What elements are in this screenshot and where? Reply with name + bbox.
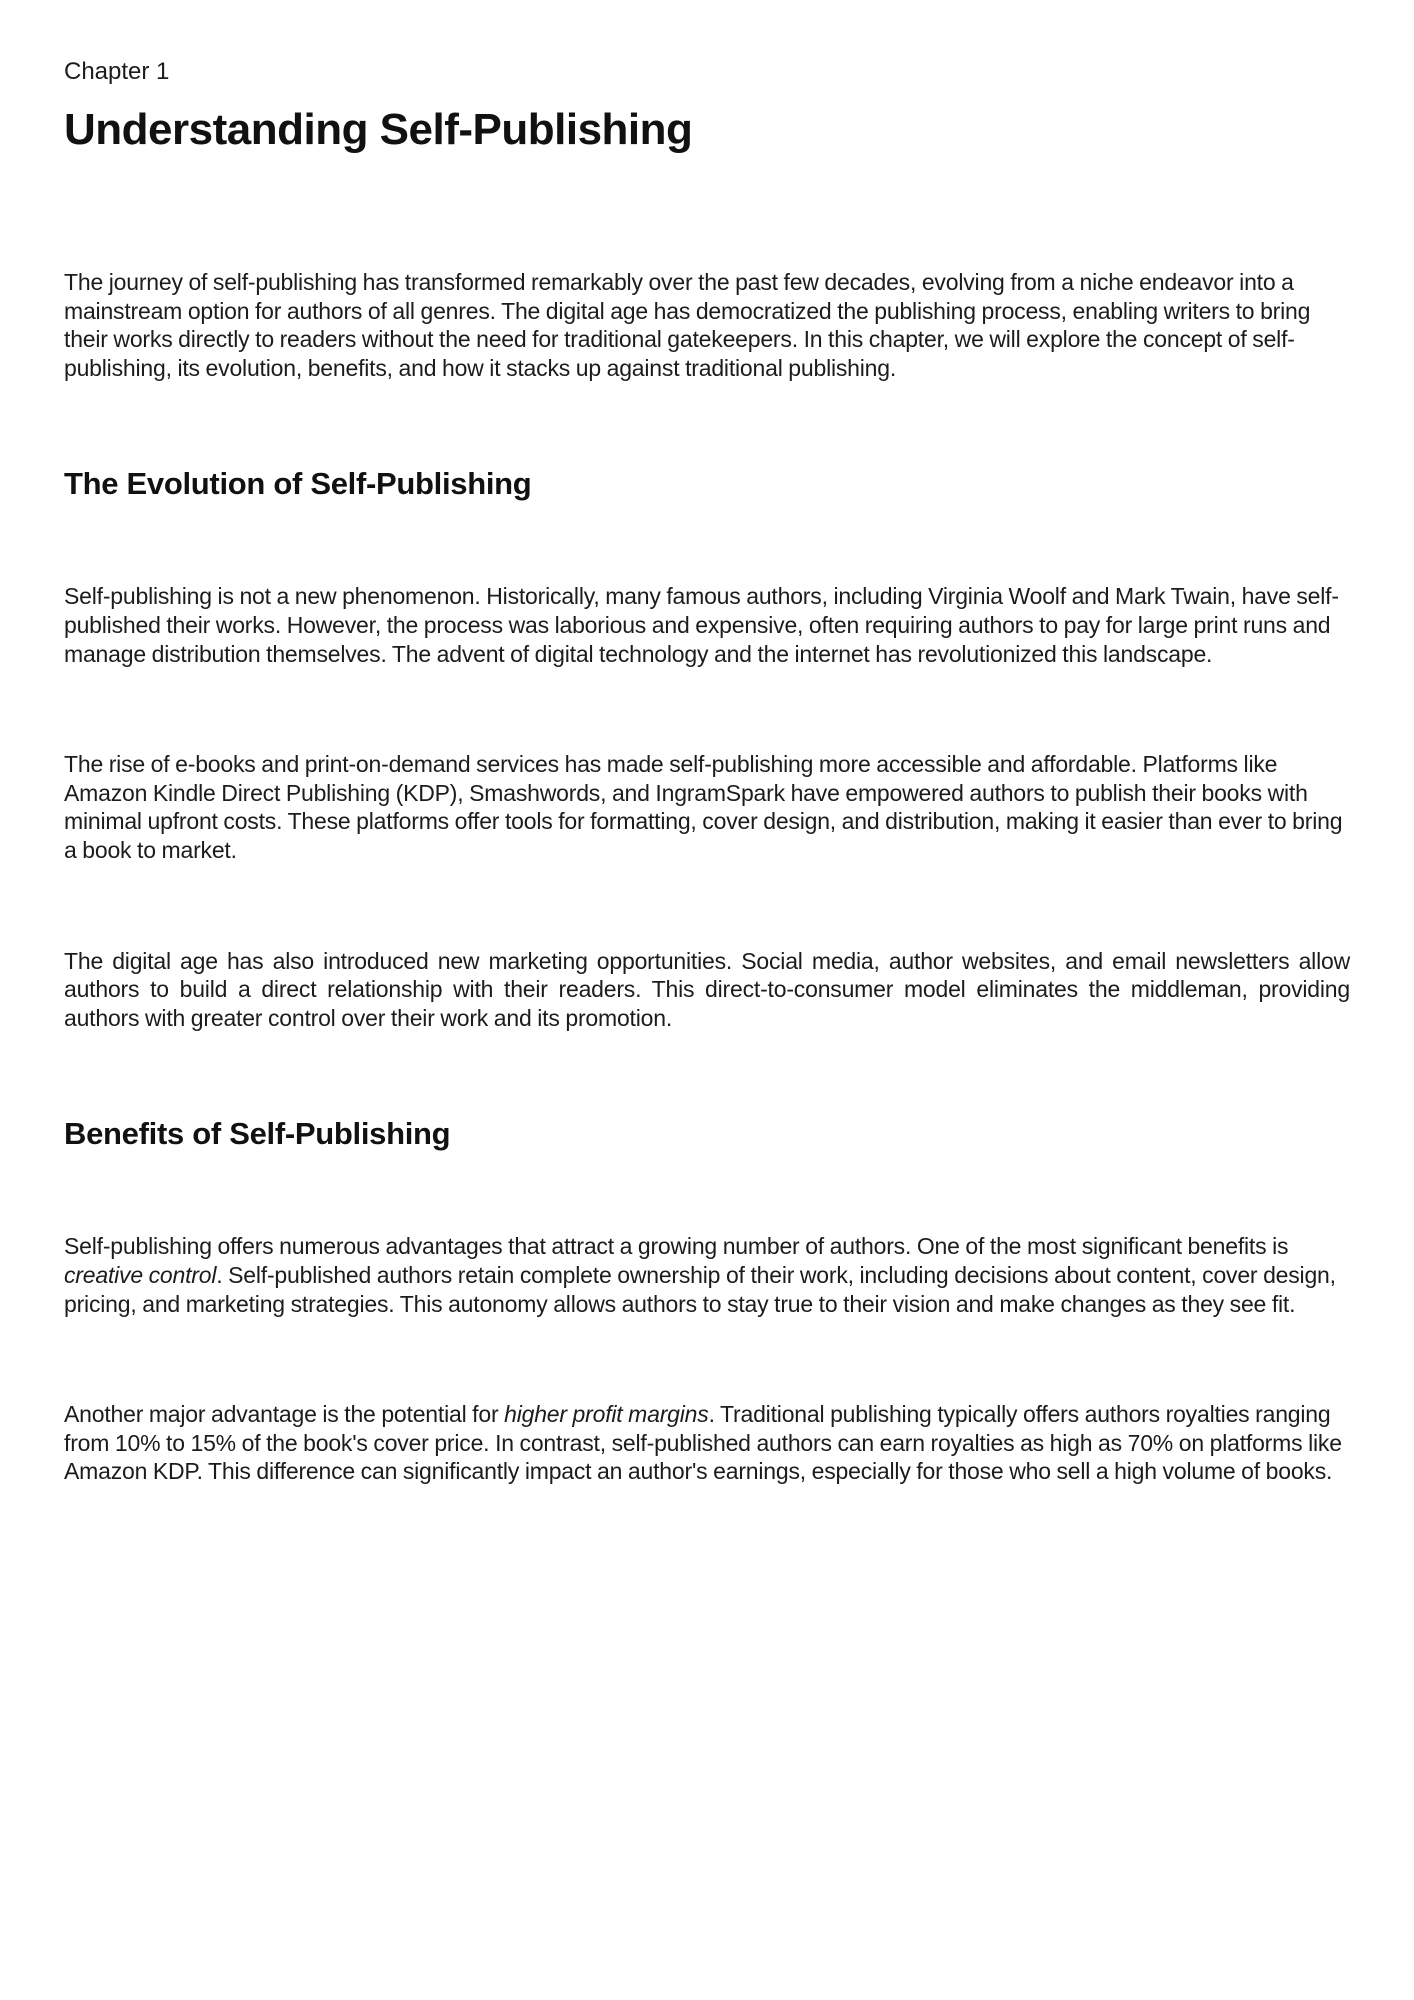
section-heading-evolution: The Evolution of Self-Publishing xyxy=(64,466,532,502)
page-title: Understanding Self-Publishing xyxy=(64,105,693,154)
text-run: . Traditional publishing typically offers authors royalties ranging from 10% to 15% of the book's cover price. In contrast, self-published authors can earn royalties as high as 70% on platforms like Amazon KDP. This difference can significantly impact an author's earnings, especially for those who sell a high volume of books. xyxy=(64,1401,1342,1485)
emphasized-text: higher profit margins xyxy=(504,1401,709,1428)
section-heading-benefits: Benefits of Self-Publishing xyxy=(64,1116,451,1152)
text-run: Self-publishing offers numerous advantages that attract a growing number of authors. One of the most significant benefits is xyxy=(64,1233,1289,1260)
benefits-paragraph-2 xyxy=(64,1400,1350,1486)
benefits-paragraph-1 xyxy=(64,1232,1350,1318)
text-run: Another major advantage is the potential for xyxy=(64,1401,505,1428)
evolution-paragraph-3: The digital age has also introduced new marketing opportunities. Social media, author websites, and email newsletters allow authors to build a direct relationship with their readers. This direct-to-consumer model eliminates the middleman, providing authors with greater control over their work and its promotion. xyxy=(64,947,1350,1031)
emphasized-text: creative control xyxy=(64,1261,217,1288)
intro-paragraph: The journey of self-publishing has transformed remarkably over the past few decades, evolving from a niche endeavor into a mainstream option for authors of all genres. The digital age has democratized the publishing process, enabling writers to bring their works directly to readers without the need for traditional gatekeepers. In this chapter, we will explore the concept of self-publishing, its evolution, benefits, and how it stacks up against traditional publishing. xyxy=(64,269,1311,381)
text-run: . Self-published authors retain complete ownership of their work, including decisions about content, cover design, pricing, and marketing strategies. This autonomy allows authors to stay true to their vision and make changes as they see fit. xyxy=(64,1261,1336,1317)
evolution-paragraph-1: Self-publishing is not a new phenomenon. Historically, many famous authors, including Virginia Woolf and Mark Twain, have self-published their works. However, the process was laborious and expensive, often requiring authors to pay for large print runs and manage distribution themselves. The advent of digital technology and the internet has revolutionized this landscape. xyxy=(64,583,1339,667)
evolution-paragraph-2: The rise of e-books and print-on-demand services has made self-publishing more accessible and affordable. Platforms like Amazon Kindle Direct Publishing (KDP), Smashwords, and IngramSpark have empowered authors to publish their books with minimal upfront costs. These platforms offer tools for formatting, cover design, and distribution, making it easier than ever to bring a book to market. xyxy=(64,751,1343,863)
chapter-label: Chapter 1 xyxy=(64,58,170,85)
